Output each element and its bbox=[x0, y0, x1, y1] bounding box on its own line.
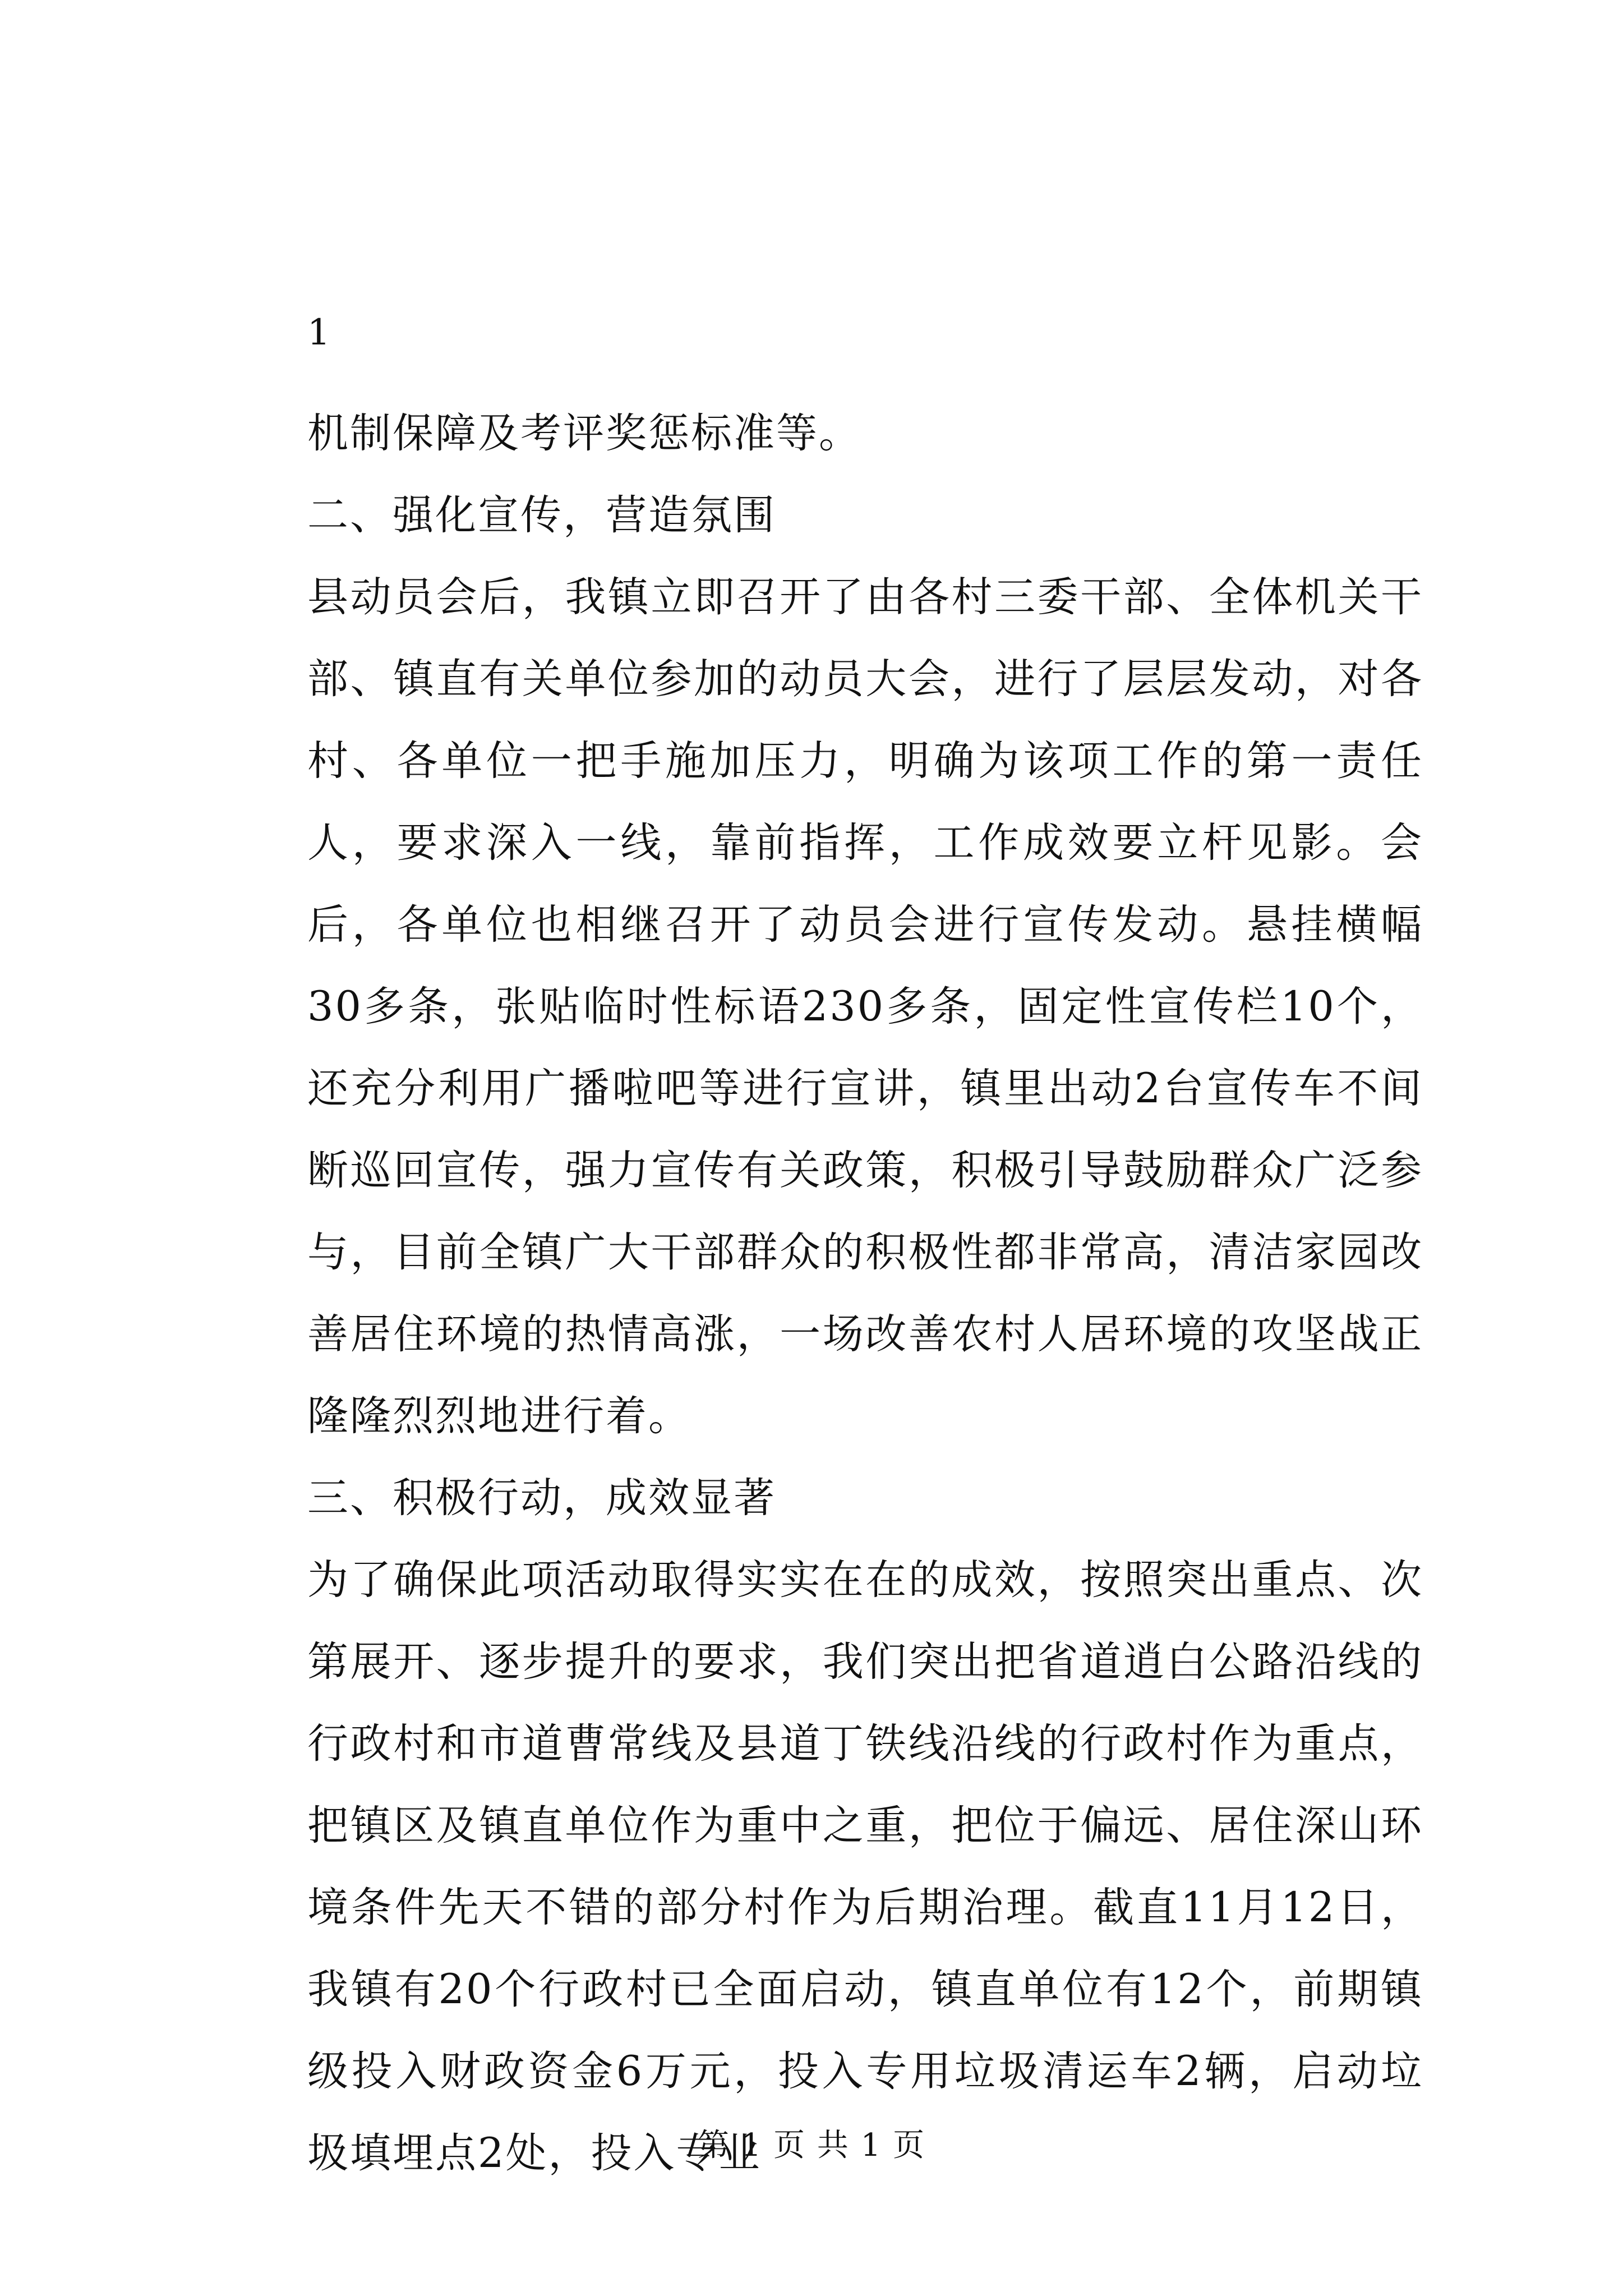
page-marker: 1 bbox=[307, 312, 330, 353]
document-body bbox=[307, 393, 1423, 2194]
paragraph-publicity: 县动员会后，我镇立即召开了由各村三委干部、全体机关干部、镇直有关单位参加的动员大会，进行了层层发动，对各村、各单位一把手施加压力，明确为该项工作的第一责任人，要求深入一线，靠前指挥，工作成效要立杆见影。会后，各单位也相继召开了动员会进行宣传发动。悬挂横幅30多条，张贴临时性标语230多条，固定性宣传栏10个，还充分利用广播啦吧等进行宣讲，镇里出动2台宣传车不间断巡回宣传，强力宣传有关政策，积极引导鼓励群众广泛参与，目前全镇广大干部群众的积极性都非常高，清洁家园改善居住环境的热情高涨，一场改善农村人居环境的攻坚战正隆隆烈烈地进行着。 bbox=[307, 573, 1423, 1440]
paragraph-continuation: 机制保障及考评奖惩标准等。 bbox=[307, 409, 861, 457]
section-heading-2: 二、强化宣传，营造氛围 bbox=[307, 491, 776, 539]
paragraph-actions: 为了确保此项活动取得实实在在的成效，按照突出重点、次第展开、逐步提升的要求，我们突出把省道逍白公路沿线的行政村和市道曹常线及县道丁铁线沿线的行政村作为重点，把镇区及镇直单位作为重中之重，把位于偏远、居住深山环境条件先天不错的部分村作为后期治理。截直11月12日，我镇有20个行政村已全面启动，镇直单位有12个，前期镇级投入财政资金6万元，投入专用垃圾清运车2辆，启动垃圾填埋点2处，投入专业 bbox=[307, 1556, 1423, 2177]
section-heading-3: 三、积极行动，成效显著 bbox=[307, 1474, 776, 1522]
page-footer: 第 1 页 共 1 页 bbox=[697, 2127, 926, 2164]
